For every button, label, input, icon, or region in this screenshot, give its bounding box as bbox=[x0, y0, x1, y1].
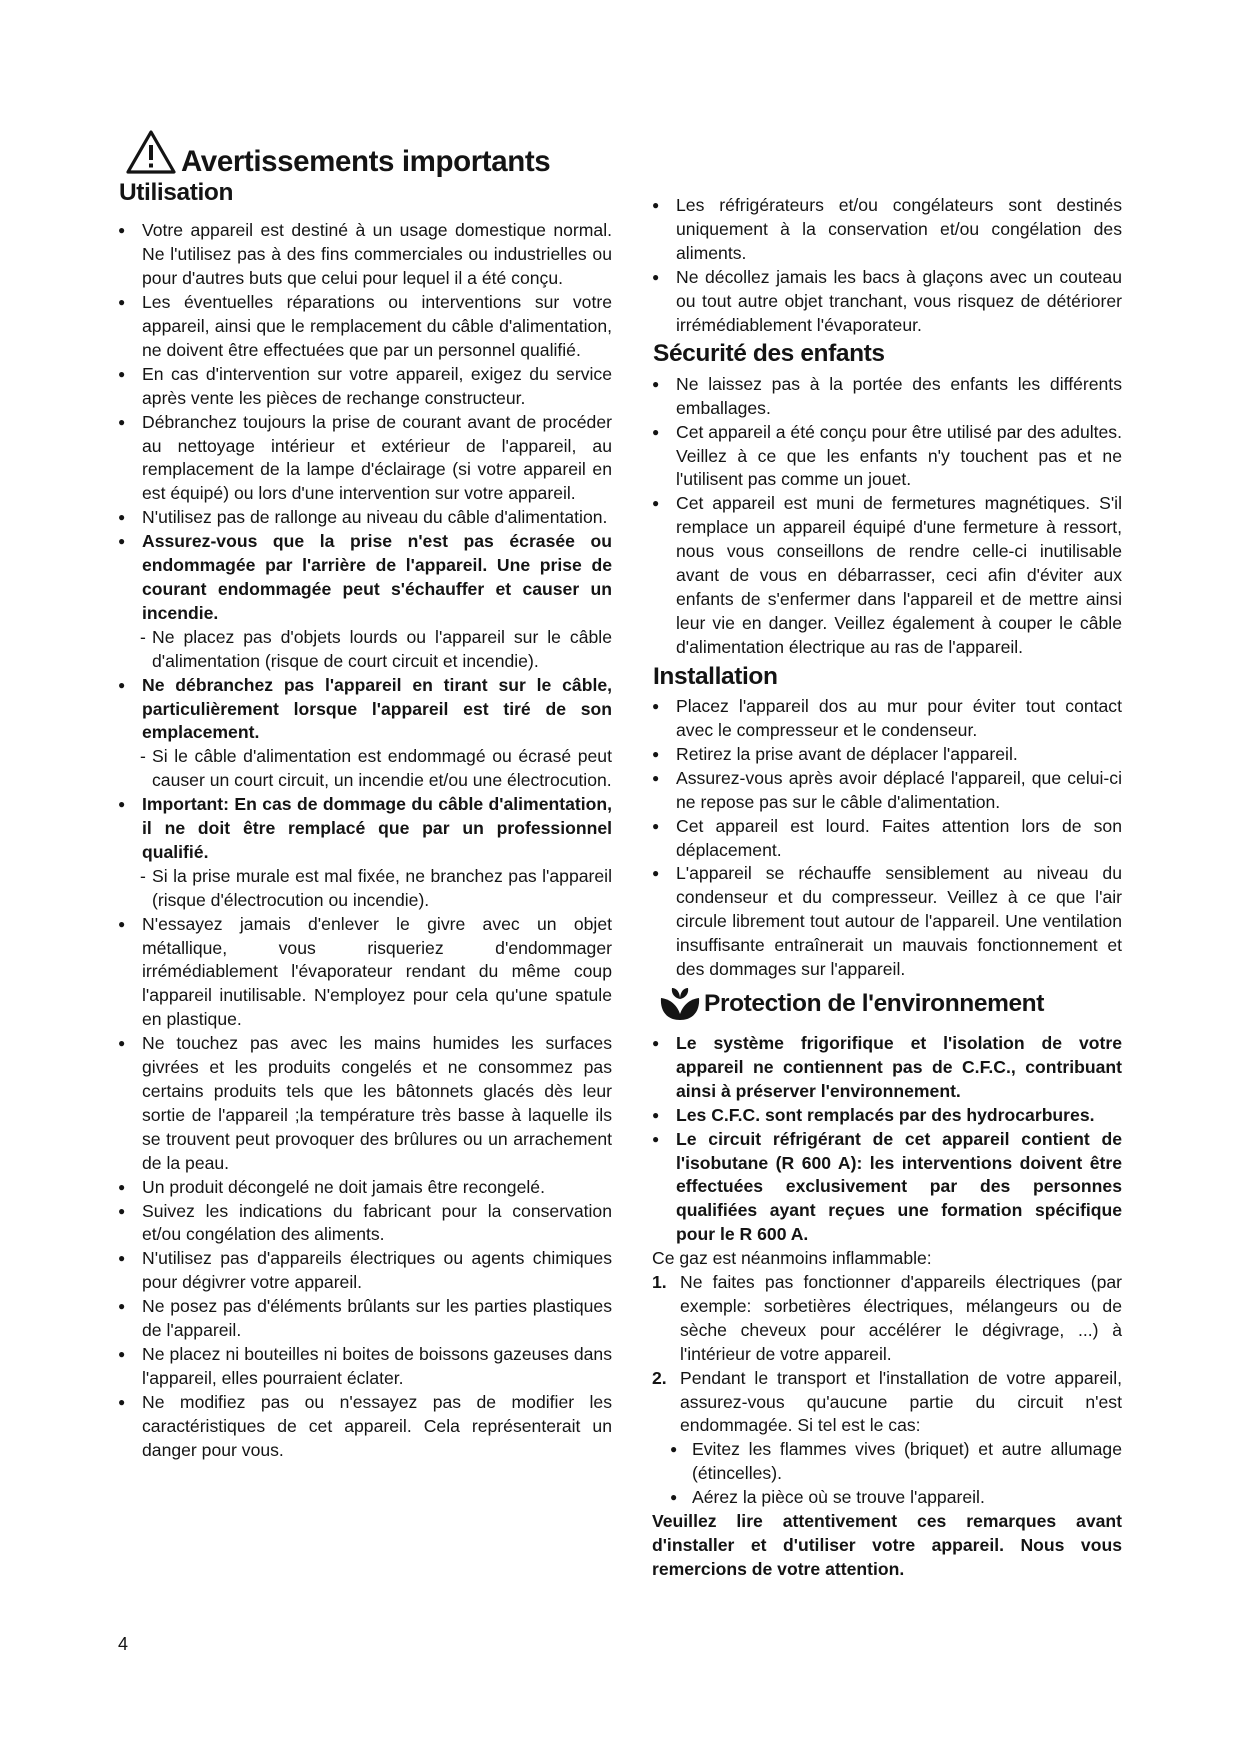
list-item: ● L'appareil se réchauffe sensiblement au niveau du condenseur et du compresseur. Veillez à ce que l'air circule librement tout autour de l'appareil. Une ventilation insuffisante entraînerait un mauvais fonctionnement et des dommages sur l'appareil. bbox=[652, 862, 1122, 982]
page-number: 4 bbox=[118, 1634, 129, 1654]
list-item: ● Assurez-vous que la prise n'est pas écrasée ou endommagée par l'arrière de l'appareil. Une prise de courant endommagée peut s'échauffer et causer un incendie. bbox=[118, 530, 612, 626]
page-title: Avertissements importants bbox=[181, 144, 551, 178]
installation-heading: Installation bbox=[653, 662, 778, 690]
list-item: ● Le circuit réfrigérant de cet appareil contient de l'isobutane (R 600 A): les interventions doivent être effectuées exclusivement par des personnes qualifiées ayant reçues une formation spécifique pour le R 600 A. bbox=[652, 1128, 1122, 1248]
list-item: ● Ne placez ni bouteilles ni boites de boissons gazeuses dans l'appareil, elles pourraient éclater. bbox=[118, 1343, 612, 1391]
list-item: ● Ne touchez pas avec les mains humides les surfaces givrées et les produits congelés et ne consommez pas certains produits tels que les bâtonnets glacés dès leur sortie de l'appareil ;la température très basse à laquelle ils se trouvent peut provoquer des brûlures ou un arrachement de la peau. bbox=[118, 1032, 612, 1175]
list-item: ● Cet appareil est muni de fermetures magnétiques. S'il remplace un appareil équipé d'une fermeture à ressort, nous vous conseillons de rendre celle-ci inutilisable avant de vous en débarrasser, ceci afin d'éviter aux enfants de s'enfermer dans l'appareil et de mettre ainsi leur vie en danger. Veillez également à couper le câble d'alimentation électrique au ras de l'appareil. bbox=[652, 492, 1122, 659]
list-item: ● Débranchez toujours la prise de courant avant de procéder au nettoyage intérieur et extérieur de l'appareil, au remplacement de la lampe d'éclairage (si votre appareil en est équipé) ou lors d'une intervention sur votre appareil. bbox=[118, 411, 612, 507]
usage-heading: Utilisation bbox=[119, 179, 234, 206]
list-item: ● Les réfrigérateurs et/ou congélateurs sont destinés uniquement à la conservation et/ou congélation des aliments. bbox=[652, 194, 1122, 266]
step-number: 1. bbox=[652, 1272, 667, 1293]
list-item: ● Ne modifiez pas ou n'essayez pas de modifier les caractéristiques de cet appareil. Cela représenterait un danger pour vous. bbox=[118, 1391, 612, 1463]
list-item: ● N'utilisez pas de rallonge au niveau du câble d'alimentation. bbox=[118, 506, 612, 530]
list-item: ● Retirez la prise avant de déplacer l'appareil. bbox=[652, 743, 1122, 767]
list-item: ● Votre appareil est destiné à un usage domestique normal. Ne l'utilisez pas à des fins commerciales ou industrielles ou pour d'autres buts que celui pour lequel il a été conçu. bbox=[118, 219, 612, 291]
list-item: ● Placez l'appareil dos au mur pour éviter tout contact avec le compresseur et le condenseur. bbox=[652, 695, 1122, 743]
list-item: ● Ne débranchez pas l'appareil en tirant sur le câble, particulièrement lorsque l'appareil est tiré de son emplacement. bbox=[118, 674, 612, 746]
usage-cont-list bbox=[652, 194, 1122, 337]
environment-list bbox=[652, 1032, 1122, 1247]
gas-note: Ce gaz est néanmoins inflammable: bbox=[652, 1248, 932, 1269]
warning-icon bbox=[125, 128, 177, 176]
step-text: Pendant le transport et l'installation de votre appareil, assurez-vous qu'aucune partie du circuit n'est endommagée. Si tel est le cas: bbox=[680, 1367, 1122, 1436]
plant-icon bbox=[658, 982, 702, 1022]
left-column bbox=[118, 178, 612, 1463]
title-row bbox=[125, 128, 550, 176]
environment-heading-row bbox=[658, 982, 1122, 1022]
list-item: ● Ne décollez jamais les bacs à glaçons avec un couteau ou tout autre objet tranchant, vous risquez de détériorer irrémédiablement l'évaporateur. bbox=[652, 266, 1122, 338]
list-item: ● En cas d'intervention sur votre appareil, exigez du service après vente les pièces de rechange constructeur. bbox=[118, 363, 612, 411]
step-text: Ne faites pas fonctionner d'appareils électriques (par exemple: sorbetières électriques, mélangeurs ou de sèche cheveux pour accélérer le dégivrage, ...) à l'intérieur de votre appareil. bbox=[680, 1272, 1122, 1364]
step-item bbox=[652, 1367, 1122, 1439]
closing-note: Veuillez lire attentivement ces remarques avant d'installer et d'utiliser votre appareil. Nous vous remercions de votre attention. bbox=[652, 1511, 1122, 1579]
step-item bbox=[652, 1271, 1122, 1367]
list-item: ● Assurez-vous après avoir déplacé l'appareil, que celui-ci ne repose pas sur le câble d'alimentation. bbox=[652, 767, 1122, 815]
list-item: ● Le système frigorifique et l'isolation de votre appareil ne contiennent pas de C.F.C., contribuant ainsi à préserver l'environnement. bbox=[652, 1032, 1122, 1104]
list-item: ● Suivez les indications du fabricant pour la conservation et/ou congélation des aliments. bbox=[118, 1200, 612, 1248]
list-item: ● Ne laissez pas à la portée des enfants les différents emballages. bbox=[652, 373, 1122, 421]
installation-list bbox=[652, 695, 1122, 982]
list-item: ● N'essayez jamais d'enlever le givre avec un objet métallique, vous risqueriez d'endommager irrémédiablement l'évaporateur rendant du même coup l'appareil inutilisable. N'employez pour cela qu'une spatule en plastique. bbox=[118, 913, 612, 1033]
list-item: ● Les éventuelles réparations ou interventions sur votre appareil, ainsi que le remplacement du câble d'alimentation, ne doivent être effectuées que par un personnel qualifié. bbox=[118, 291, 612, 363]
list-item: ● N'utilisez pas d'appareils électriques ou agents chimiques pour dégivrer votre appareil. bbox=[118, 1247, 612, 1295]
right-column bbox=[652, 194, 1122, 1582]
steps-list bbox=[652, 1271, 1122, 1438]
step-sub-list bbox=[652, 1438, 1122, 1510]
children-list bbox=[652, 373, 1122, 660]
sub-item: - Ne placez pas d'objets lourds ou l'appareil sur le câble d'alimentation (risque de court circuit et incendie). bbox=[118, 626, 612, 674]
children-heading: Sécurité des enfants bbox=[653, 340, 885, 368]
list-item: ● Ne posez pas d'éléments brûlants sur les parties plastiques de l'appareil. bbox=[118, 1295, 612, 1343]
sub-item: - Si la prise murale est mal fixée, ne branchez pas l'appareil (risque d'électrocution ou incendie). bbox=[118, 865, 612, 913]
list-item: ● Important: En cas de dommage du câble d'alimentation, il ne doit être remplacé que par un professionnel qualifié. bbox=[118, 793, 612, 865]
list-item: ● Aérez la pièce où se trouve l'appareil. bbox=[670, 1486, 1122, 1510]
environment-heading: Protection de l'environnement bbox=[704, 989, 1045, 1017]
list-item: ● Cet appareil est lourd. Faites attention lors de son déplacement. bbox=[652, 815, 1122, 863]
usage-list bbox=[118, 219, 612, 1462]
step-number: 2. bbox=[652, 1367, 667, 1388]
list-item: ● Les C.F.C. sont remplacés par des hydrocarbures. bbox=[652, 1104, 1122, 1128]
sub-item: - Si le câble d'alimentation est endommagé ou écrasé peut causer un court circuit, un incendie et/ou une électrocution. bbox=[118, 745, 612, 793]
list-item: ● Cet appareil a été conçu pour être utilisé par des adultes. Veillez à ce que les enfants n'y touchent pas et ne l'utilisent pas comme un jouet. bbox=[652, 421, 1122, 493]
list-item: ● Evitez les flammes vives (briquet) et autre allumage (étincelles). bbox=[670, 1438, 1122, 1486]
list-item: ● Un produit décongelé ne doit jamais être recongelé. bbox=[118, 1176, 612, 1200]
